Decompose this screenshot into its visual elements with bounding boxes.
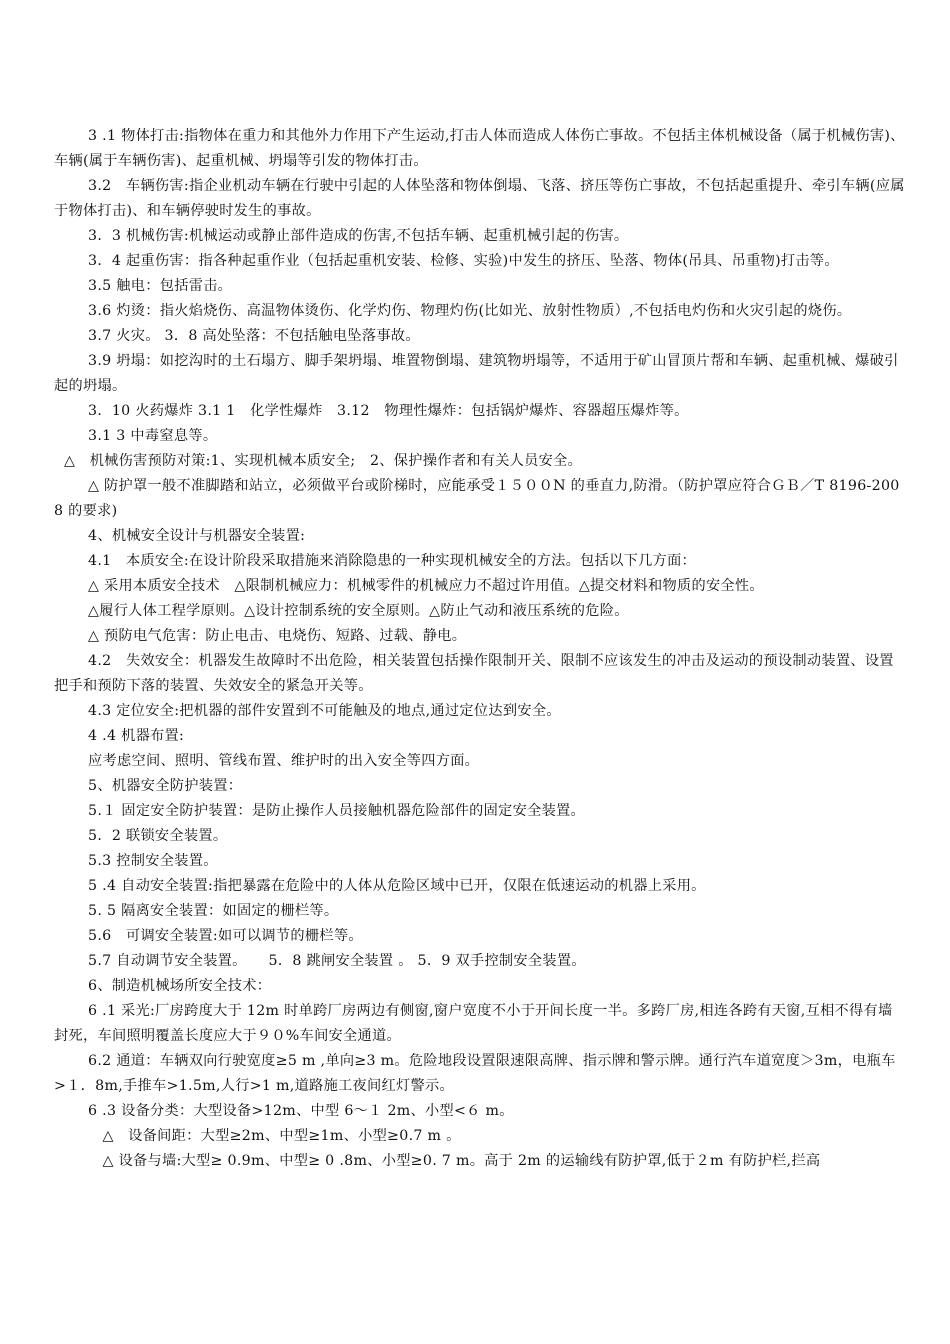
paragraph-3-13: 3.1 3 中毒窒息等。 [88, 428, 218, 444]
paragraph-6-2: 6.2 通道：车辆双向行驶宽度≥5 m ,单向≥3 m。危险地段设置限速限高牌、指示牌和警示牌。通行汽车道宽度＞3m，电瓶车>１．8m,手推车>1.5m,人行>1 m,道路施工夜间红灯警示。 [54, 1053, 896, 1094]
document-page [54, 124, 906, 1174]
paragraph-3-2: 3.2 车辆伤害:指企业机动车辆在行驶中引起的人体坠落和物体倒塌、飞落、挤压等伤亡事故，不包括起重提升、牵引车辆(应属于物体打击)、和车辆停驶时发生的事故。 [54, 178, 905, 219]
paragraph-3-1: 3 .1 物体打击:指物体在重力和其他外力作用下产生运动,打击人体而造成人体伤亡事故。不包括主体机械设备（属于机械伤害)、车辆(属于车辆伤害)、起重机械、坍塌等引发的物体打击。 [54, 128, 905, 169]
paragraph-3-5: 3.5 触电：包括雷击。 [88, 278, 233, 294]
heading-6: 6、制造机械场所安全技术： [88, 978, 272, 994]
heading-5: 5、机器安全防护装置： [88, 778, 243, 794]
paragraph-5-5: 5. 5 隔离安全装置：如固定的栅栏等。 [88, 903, 339, 919]
paragraph-5-4: 5 .4 自动安全装置:指把暴露在危险中的人体从危险区域中已开，仅限在低速运动的机器上采用。 [88, 878, 706, 894]
paragraph-6-3-b: △ 设备与墙:大型≥ 0.9m、中型≥ 0 .8m、小型≥0. 7 m。高于 2m 的运输线有防护罩,低于２m 有防护栏,拦高 [88, 1153, 821, 1169]
paragraph-guard: △ 防护罩一般不准脚踏和站立，必须做平台或阶梯时，应能承受１５００N 的垂直力,防滑。（防护罩应符合ＧＢ／T 8196-200 8 的要求) [54, 478, 900, 519]
paragraph-5-6: 5.6 可调安全装置:如可以调节的栅栏等。 [88, 928, 363, 944]
paragraph-4-4-body: 应考虑空间、照明、管线布置、维护时的出入安全等四方面。 [88, 753, 480, 769]
paragraph-6-3: 6 .3 设备分类：大型设备>12m、中型 6～１ 2m、小型<６ m。 [88, 1103, 514, 1119]
paragraph-5-1: 5.１ 固定安全防护装置：是防止操作人员接触机器危险部件的固定安全装置。 [88, 803, 586, 819]
paragraph-4-3: 4.3 定位安全:把机器的部件安置到不可能触及的地点,通过定位达到安全。 [88, 703, 561, 719]
paragraph-5-3: 5.3 控制安全装置。 [88, 853, 218, 869]
paragraph-3-6: 3.6 灼烫：指火焰烧伤、高温物体烫伤、化学灼伤、物理灼伤(比如光、放射性物质）,不包括电灼伤和火灾引起的烧伤。 [88, 303, 852, 319]
paragraph-3-9: 3.9 坍塌：如挖沟时的土石塌方、脚手架坍塌、堆置物倒塌、建筑物坍塌等，不适用于矿山冒顶片帮和车辆、起重机械、爆破引起的坍塌。 [54, 353, 899, 394]
paragraph-3-4: 3．4 起重伤害：指各种起重作业（包括起重机安装、检修、实验)中发生的挤压、坠落、物体(吊具、吊重物)打击等。 [88, 253, 839, 269]
heading-4: 4、机械安全设计与机器安全装置: [88, 528, 306, 544]
paragraph-prevention: △ 机械伤害预防对策:1、实现机械本质安全; 2、保护操作者和有关人员安全。 [64, 453, 583, 469]
paragraph-3-7: 3.7 火灾。 3．8 高处坠落：不包括触电坠落事故。 [88, 328, 420, 344]
paragraph-5-2: 5．2 联锁安全装置。 [88, 828, 228, 844]
paragraph-4-1-a: △ 采用本质安全技术 △限制机械应力：机械零件的机械应力不超过许用值。△提交材料和物质的安全性。 [88, 578, 764, 594]
paragraph-5-7: 5.7 自动调节安全装置。 5．8 跳闸安全装置 。 5．9 双手控制安全装置。 [88, 953, 586, 969]
paragraph-6-1: 6 .1 采光:厂房跨度大于 12m 时单跨厂房两边有侧窗,窗户宽度不小于开间长度一半。多跨厂房,相连各跨有天窗,互相不得有墙封死，车间照明覆盖长度应大于９０%车间安全通道。 [54, 1003, 893, 1044]
paragraph-4-1: 4.1 本质安全:在设计阶段采取措施来消除隐患的一种实现机械安全的方法。包括以下几方面： [88, 553, 697, 569]
paragraph-4-1-c: △ 预防电气危害：防止电击、电烧伤、短路、过载、静电。 [88, 628, 467, 644]
paragraph-4-4: 4 .4 机器布置: [88, 728, 185, 744]
paragraph-4-1-b: △履行人体工程学原则。△设计控制系统的安全原则。△防止气动和液压系统的危险。 [88, 603, 629, 619]
paragraph-4-2: 4.2 失效安全：机器发生故障时不出危险，相关装置包括操作限制开关、限制不应该发生的冲击及运动的预设制动装置、设置把手和预防下落的装置、失效安全的紧急开关等。 [54, 653, 894, 694]
paragraph-6-3-a: △ 设备间距：大型≥2m、中型≥1m、小型≥0.7 m 。 [88, 1128, 461, 1144]
paragraph-3-3: 3．3 机械伤害:机械运动或静止部件造成的伤害,不包括车辆、起重机械引起的伤害。 [88, 228, 629, 244]
paragraph-3-10: 3．10 火药爆炸 3.1 1 化学性爆炸 3.12 物理性爆炸：包括锅炉爆炸、容器超压爆炸等。 [88, 403, 689, 419]
